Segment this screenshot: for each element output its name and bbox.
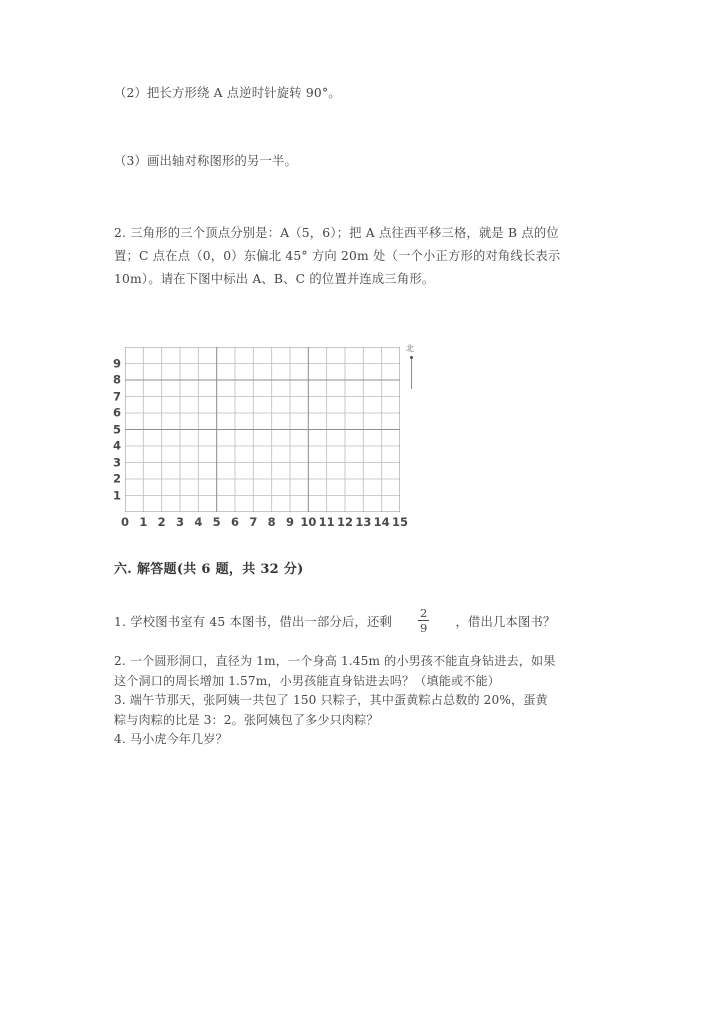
answer-q2-line-2: 这个洞口的周长增加 1.57m，小男孩能直身钻进去吗？（填能或不能） xyxy=(114,673,500,688)
answer-q2-line-1: 2. 一个圆形洞口，直径为 1m，一个身高 1.45m 的小男孩不能直身钻进去，如果 xyxy=(114,654,556,668)
x-axis-label: 1 xyxy=(139,515,148,529)
answer-q4: 4. 马小虎今年几岁？ xyxy=(114,732,228,746)
x-axis-label: 9 xyxy=(285,515,295,529)
coordinate-grid-figure xyxy=(108,340,418,530)
x-axis-label: 10 xyxy=(300,515,317,529)
answer-q3-line-2: 粽与肉粽的比是 3：2。张阿姨包了多少只肉粽？ xyxy=(114,712,379,727)
question-2-triangle-paragraph xyxy=(114,222,614,291)
y-axis-label: 8 xyxy=(112,372,121,387)
y-axis-label: 1 xyxy=(112,487,121,502)
answer-questions-list xyxy=(114,652,619,750)
grid-area xyxy=(112,347,409,529)
question-3-symmetry: （3）画出轴对称图形的另一半。 xyxy=(114,154,297,168)
north-stem-icon xyxy=(411,359,412,389)
y-axis-label: 3 xyxy=(112,454,121,469)
x-axis-label: 11 xyxy=(318,515,335,529)
x-axis-label: 6 xyxy=(230,515,240,529)
x-axis-label: 15 xyxy=(391,515,409,529)
question-2-line-1: 2. 三角形的三个顶点分别是：A（5，6）；把 A 点往西平移三格，就是 B 点的位 xyxy=(114,226,559,240)
x-axis-label: 12 xyxy=(336,515,354,529)
x-axis-label: 14 xyxy=(373,515,390,529)
fraction-numerator: 2 xyxy=(419,606,428,620)
y-axis-label: 9 xyxy=(112,355,121,370)
question-2-line-3: 10m）。请在下图中标出 A、B、C 的位置并连成三角形。 xyxy=(114,272,435,286)
question-2-line-2: 置；C 点在点（0，0）东偏北 45° 方向 20m 处（一个小正方形的对角线长表示 xyxy=(114,249,561,263)
x-axis-label: 8 xyxy=(267,515,276,529)
y-axis-label: 6 xyxy=(112,405,121,420)
north-label: 北 xyxy=(406,344,414,353)
x-axis-label: 0 xyxy=(120,515,130,529)
north-arrow-icon xyxy=(404,345,422,393)
grid-lines xyxy=(125,347,400,512)
x-axis-label: 2 xyxy=(157,515,166,529)
answer-q1-prefix: 1. 学校图书室有 45 本图书，借出一部分后，还剩 xyxy=(114,614,392,629)
question-2-rotate: （2）把长方形绕 A 点逆时针旋转 90°。 xyxy=(114,86,341,100)
y-axis-label: 4 xyxy=(112,438,121,453)
y-axis-label: 5 xyxy=(112,421,121,436)
answer-question-1 xyxy=(114,607,555,634)
x-axis-label: 3 xyxy=(175,515,185,529)
x-axis-label: 4 xyxy=(194,515,203,529)
answer-q1-suffix: ，借出几本图书？ xyxy=(455,614,556,629)
y-axis-label: 7 xyxy=(112,388,121,403)
fraction-two-ninths xyxy=(418,607,430,634)
fraction-denominator: 9 xyxy=(419,621,428,636)
answer-q3-line-1: 3. 端午节那天，张阿姨一共包了 150 只粽子，其中蛋黄粽占总数的 20%，蛋黄 xyxy=(114,693,548,707)
x-axis-label: 7 xyxy=(249,515,258,529)
section-six-header: 六. 解答题(共 6 题，共 32 分) xyxy=(114,562,304,577)
x-axis-label: 13 xyxy=(355,515,372,529)
x-axis-label: 5 xyxy=(212,515,221,529)
y-axis-label: 2 xyxy=(112,471,121,486)
